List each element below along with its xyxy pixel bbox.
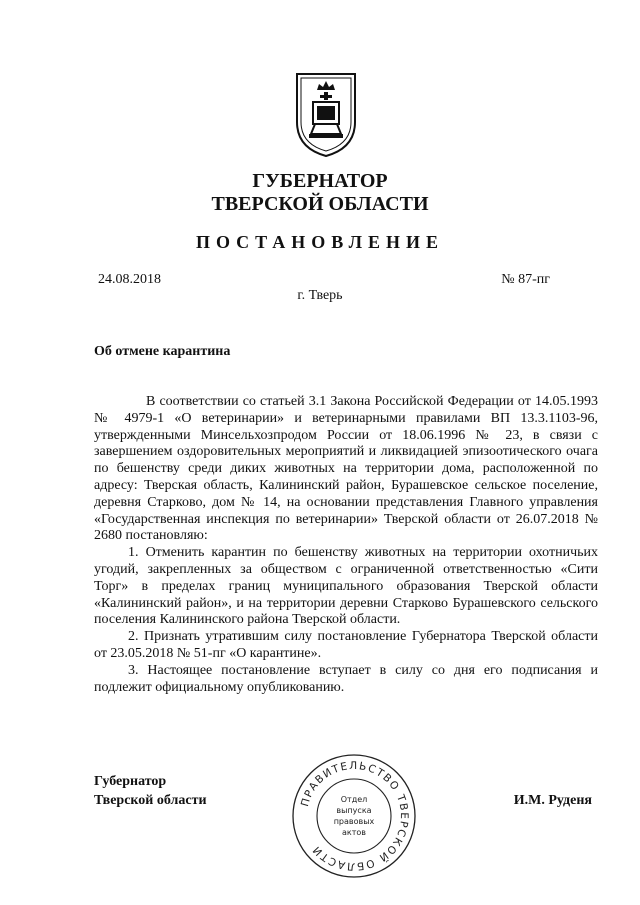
stamp-center-line: выпуска <box>336 806 372 815</box>
document-type-heading: ПОСТАНОВЛЕНИЕ <box>195 232 445 252</box>
stamp-center-line: актов <box>341 828 367 837</box>
resolution-item-3: 3. Настоящее постановление вступает в силу со дня его подписания и подлежит официальному опубликованию. <box>94 662 598 695</box>
stamp-ring-text: ПРАВИТЕЛЬСТВО ТВЕРСКОЙ ОБЛАСТИ <box>298 759 411 873</box>
document-number: № 87-пг <box>501 272 550 287</box>
stamp-center-line: Отдел <box>340 795 368 804</box>
resolution-item-2: 2. Признать утратившим силу постановление Губернатора Тверской области от 23.05.2018 № 51-пг «О карантине». <box>94 629 598 661</box>
document-body <box>94 394 598 696</box>
stamp-center-line: правовых <box>333 817 375 826</box>
document-city: г. Тверь <box>297 288 343 303</box>
authority-title-line1: ГУБЕРНАТОР <box>252 170 388 192</box>
preamble-paragraph: В соответствии со статьей 3.1 Закона Российской Федерации от 14.05.1993 № 4979-1 «О ветеринарии» и ветеринарными правилами ВП 13.3.1103-96, утвержденными Минсельхозпродом России от 18.06.1996 № 23, в связи с завершением оздоровительных мероприятий и ликвидацией эпизоотического очага по бешенству среди диких животных на территории дома, расположенной по адресу: Тверская область, Калининский район, Бурашевское сельское поселение, деревня Старково, дом № 14, на основании представления Главного управления «Государственная инспекция по ветеринарии» Тверской области от 26.07.2018 № 2680 постановляю: <box>94 394 598 544</box>
document-date: 24.08.2018 <box>98 272 161 287</box>
coat-of-arms-icon <box>293 70 359 158</box>
signatory-title-line1: Губернатор <box>94 774 167 789</box>
document-subject: Об отмене карантина <box>94 344 231 359</box>
official-stamp <box>290 752 418 880</box>
signatory-title-line2: Тверской области <box>94 793 207 808</box>
resolution-item-1: 1. Отменить карантин по бешенству животных на территории охотничьих угодий, закрепленных за обществом с ограниченной ответственностью «Сити Торг» в пределах границ муниципального образования Тверской области «Калининский район», и на территории деревни Старково Бурашевского сельского поселения Калининского района Тверской области. <box>94 545 598 628</box>
signatory-name: И.М. Руденя <box>513 793 592 808</box>
authority-title-line2: ТВЕРСКОЙ ОБЛАСТИ <box>211 193 429 215</box>
